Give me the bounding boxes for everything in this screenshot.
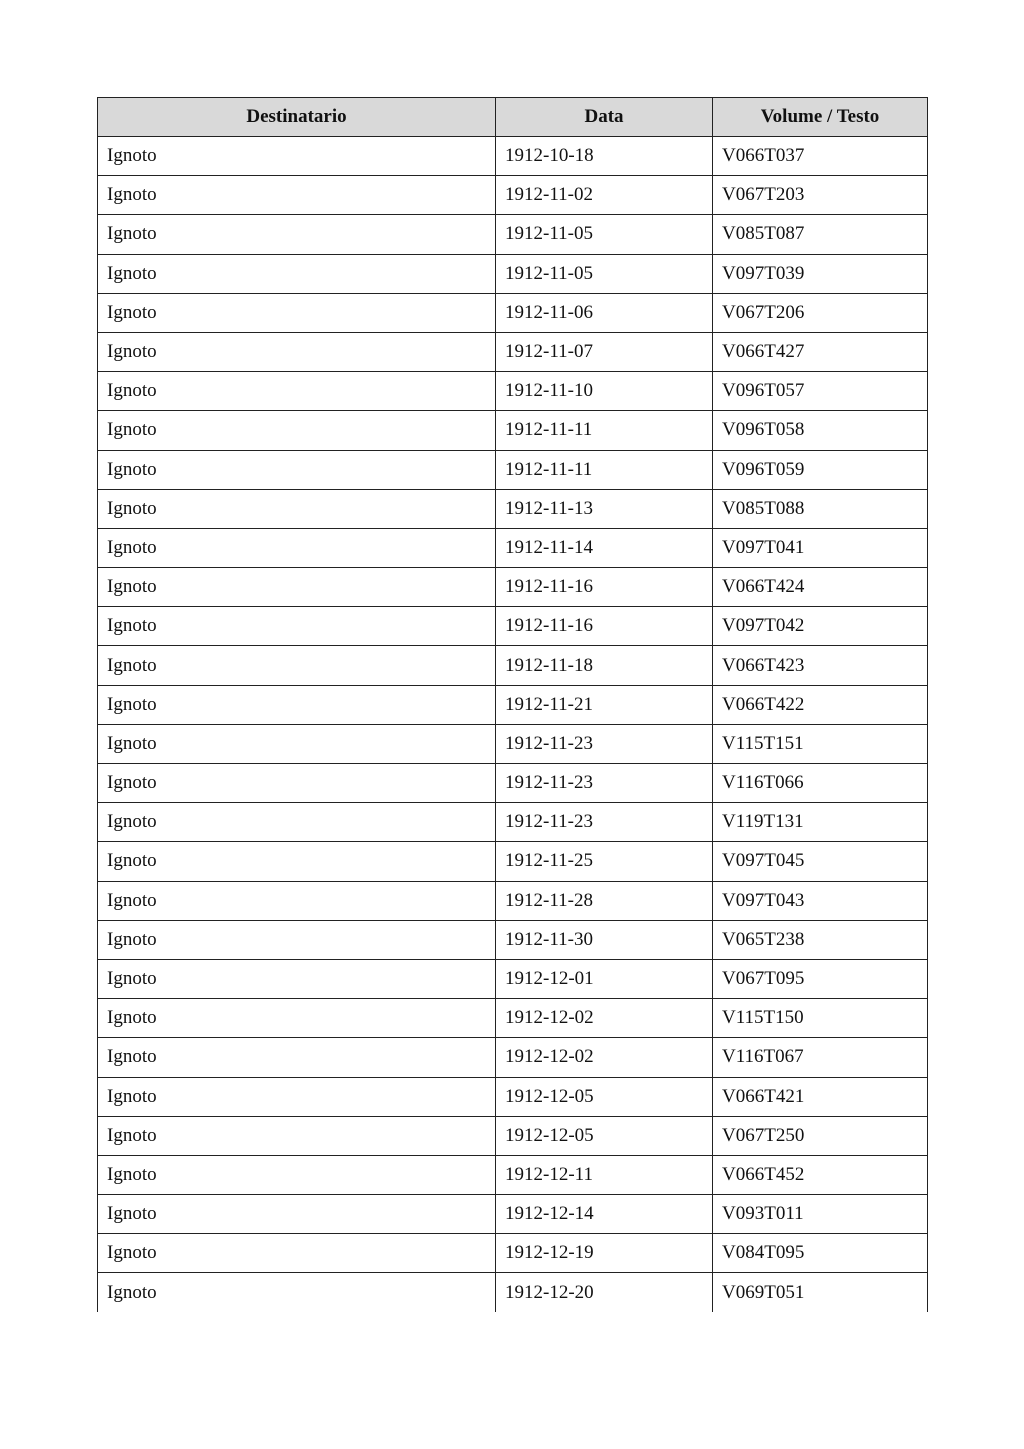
cell-volume-testo: V066T427 [713,332,928,371]
cell-volume-testo: V066T421 [713,1077,928,1116]
header-destinatario: Destinatario [98,98,496,137]
cell-data: 1912-11-07 [496,332,713,371]
table-row [98,646,928,685]
cell-volume-testo: V097T045 [713,842,928,881]
table-row [98,215,928,254]
cell-destinatario: Ignoto [98,920,496,959]
table-row [98,1273,928,1312]
cell-data: 1912-11-11 [496,450,713,489]
cell-volume-testo: V096T059 [713,450,928,489]
cell-data: 1912-11-23 [496,803,713,842]
cell-destinatario: Ignoto [98,176,496,215]
cell-destinatario: Ignoto [98,332,496,371]
table-row [98,1195,928,1234]
cell-destinatario: Ignoto [98,803,496,842]
cell-destinatario: Ignoto [98,1273,496,1312]
table-row [98,372,928,411]
cell-volume-testo: V067T206 [713,293,928,332]
cell-volume-testo: V097T041 [713,528,928,567]
cell-destinatario: Ignoto [98,293,496,332]
table-row [98,1155,928,1194]
cell-destinatario: Ignoto [98,959,496,998]
cell-destinatario: Ignoto [98,254,496,293]
table-row [98,293,928,332]
cell-volume-testo: V085T088 [713,489,928,528]
cell-destinatario: Ignoto [98,646,496,685]
table-row [98,254,928,293]
cell-destinatario: Ignoto [98,372,496,411]
cell-data: 1912-12-14 [496,1195,713,1234]
cell-volume-testo: V096T057 [713,372,928,411]
cell-destinatario: Ignoto [98,411,496,450]
cell-volume-testo: V066T423 [713,646,928,685]
cell-data: 1912-12-05 [496,1077,713,1116]
cell-volume-testo: V097T042 [713,607,928,646]
cell-data: 1912-11-30 [496,920,713,959]
cell-destinatario: Ignoto [98,450,496,489]
cell-data: 1912-11-18 [496,646,713,685]
cell-destinatario: Ignoto [98,764,496,803]
cell-destinatario: Ignoto [98,215,496,254]
cell-volume-testo: V067T203 [713,176,928,215]
cell-data: 1912-10-18 [496,137,713,176]
cell-volume-testo: V115T150 [713,999,928,1038]
cell-volume-testo: V069T051 [713,1273,928,1312]
cell-destinatario: Ignoto [98,1155,496,1194]
cell-data: 1912-11-06 [496,293,713,332]
cell-volume-testo: V115T151 [713,724,928,763]
cell-data: 1912-12-02 [496,1038,713,1077]
cell-destinatario: Ignoto [98,1195,496,1234]
cell-destinatario: Ignoto [98,489,496,528]
cell-volume-testo: V067T250 [713,1116,928,1155]
cell-data: 1912-12-20 [496,1273,713,1312]
cell-data: 1912-12-02 [496,999,713,1038]
table-row [98,450,928,489]
table-row [98,489,928,528]
cell-destinatario: Ignoto [98,724,496,763]
table-row [98,332,928,371]
cell-destinatario: Ignoto [98,1077,496,1116]
cell-volume-testo: V066T452 [713,1155,928,1194]
cell-data: 1912-11-16 [496,607,713,646]
cell-volume-testo: V096T058 [713,411,928,450]
cell-data: 1912-11-28 [496,881,713,920]
cell-data: 1912-12-19 [496,1234,713,1273]
table-row [98,1234,928,1273]
table-row [98,568,928,607]
cell-volume-testo: V093T011 [713,1195,928,1234]
header-row [98,98,928,137]
table-row [98,607,928,646]
cell-volume-testo: V065T238 [713,920,928,959]
table-row [98,724,928,763]
cell-data: 1912-12-05 [496,1116,713,1155]
table-row [98,1116,928,1155]
table-header [98,98,928,137]
table-row [98,137,928,176]
cell-volume-testo: V066T422 [713,685,928,724]
cell-data: 1912-11-11 [496,411,713,450]
cell-volume-testo: V119T131 [713,803,928,842]
cell-volume-testo: V067T095 [713,959,928,998]
cell-volume-testo: V084T095 [713,1234,928,1273]
cell-data: 1912-11-14 [496,528,713,567]
cell-destinatario: Ignoto [98,1116,496,1155]
cell-destinatario: Ignoto [98,568,496,607]
table-row [98,999,928,1038]
table-row [98,959,928,998]
cell-destinatario: Ignoto [98,528,496,567]
cell-volume-testo: V066T037 [713,137,928,176]
table-row [98,764,928,803]
cell-destinatario: Ignoto [98,137,496,176]
cell-data: 1912-11-21 [496,685,713,724]
cell-volume-testo: V116T067 [713,1038,928,1077]
cell-data: 1912-12-11 [496,1155,713,1194]
cell-data: 1912-11-25 [496,842,713,881]
cell-data: 1912-11-13 [496,489,713,528]
header-data: Data [496,98,713,137]
cell-data: 1912-11-05 [496,215,713,254]
cell-volume-testo: V097T039 [713,254,928,293]
table-row [98,685,928,724]
letters-table [97,97,928,1312]
cell-volume-testo: V085T087 [713,215,928,254]
table-row [98,528,928,567]
table-row [98,411,928,450]
table-row [98,920,928,959]
cell-volume-testo: V097T043 [713,881,928,920]
cell-data: 1912-11-02 [496,176,713,215]
cell-data: 1912-11-16 [496,568,713,607]
cell-data: 1912-11-23 [496,764,713,803]
table-body [98,137,928,1313]
table-row [98,842,928,881]
table-row [98,1038,928,1077]
cell-data: 1912-11-23 [496,724,713,763]
cell-destinatario: Ignoto [98,999,496,1038]
cell-volume-testo: V116T066 [713,764,928,803]
cell-data: 1912-11-10 [496,372,713,411]
table-row [98,881,928,920]
table-row [98,1077,928,1116]
cell-destinatario: Ignoto [98,842,496,881]
cell-destinatario: Ignoto [98,1038,496,1077]
header-volume-testo: Volume / Testo [713,98,928,137]
cell-destinatario: Ignoto [98,1234,496,1273]
table-row [98,803,928,842]
cell-destinatario: Ignoto [98,607,496,646]
cell-destinatario: Ignoto [98,685,496,724]
cell-volume-testo: V066T424 [713,568,928,607]
cell-data: 1912-12-01 [496,959,713,998]
table-row [98,176,928,215]
cell-data: 1912-11-05 [496,254,713,293]
cell-destinatario: Ignoto [98,881,496,920]
